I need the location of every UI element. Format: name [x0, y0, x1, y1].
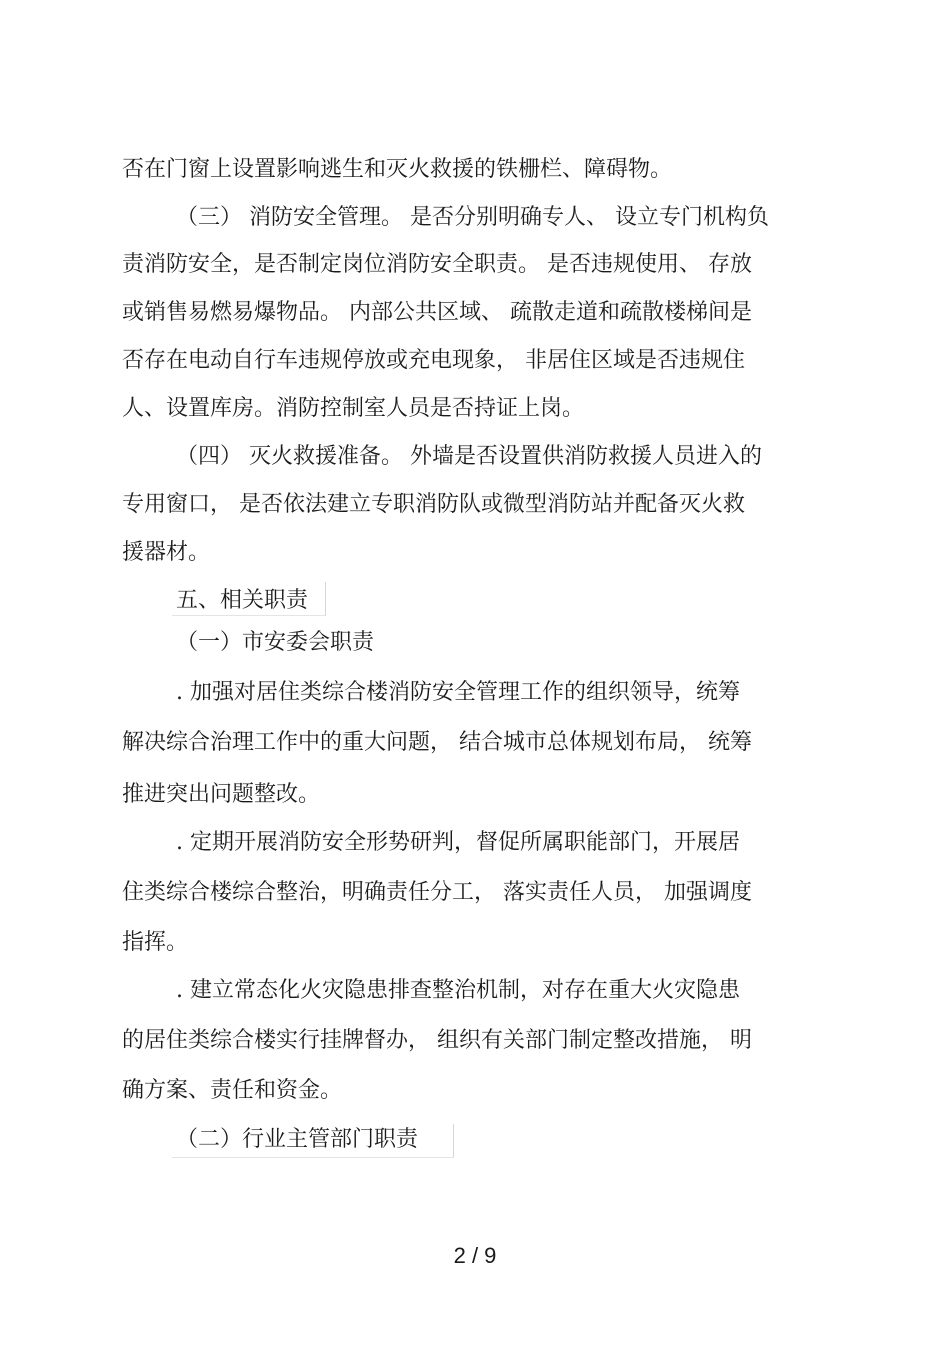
text-line: 指挥。 — [122, 930, 189, 955]
text-line: 否存在电动自行车违规停放或充电现象， 非居住区域是否违规住 — [122, 348, 745, 373]
text-line: 确方案、责任和资金。 — [122, 1078, 343, 1103]
section-heading: 五、相关职责 — [176, 588, 309, 613]
text-line: 援器材。 — [122, 540, 211, 565]
text-line: . 加强对居住类综合楼消防安全管理工作的组织领导，统筹 — [176, 680, 740, 705]
text-line: 的居住类综合楼实行挂牌督办， 组织有关部门制定整改措施， 明 — [122, 1028, 752, 1053]
text-line: （四） 灭火救援准备。 外墙是否设置供消防救援人员进入的 — [176, 444, 762, 469]
text-line: 解决综合治理工作中的重大问题， 结合城市总体规划布局， 统筹 — [122, 730, 752, 755]
text-line: . 定期开展消防安全形势研判，督促所属职能部门，开展居 — [176, 830, 740, 855]
subsection-heading: （二）行业主管部门职责 — [176, 1127, 419, 1152]
text-line: 责消防安全，是否制定岗位消防安全职责。 是否违规使用、 存放 — [122, 252, 752, 277]
text-line: 人、设置库房。消防控制室人员是否持证上岗。 — [122, 396, 585, 421]
text-line: . 建立常态化火灾隐患排查整治机制，对存在重大火灾隐患 — [176, 978, 740, 1003]
text-line: （三） 消防安全管理。 是否分别明确专人、 设立专门机构负 — [176, 205, 769, 230]
text-line: 专用窗口， 是否依法建立专职消防队或微型消防站并配备灭火救 — [122, 492, 745, 517]
text-line: 否在门窗上设置影响逃生和灭火救援的铁栅栏、障碍物。 — [122, 157, 673, 182]
text-line: 推进突出问题整改。 — [122, 782, 321, 807]
text-line: 或销售易燃易爆物品。 内部公共区域、 疏散走道和疏散楼梯间是 — [122, 300, 752, 325]
text-line: 住类综合楼综合整治，明确责任分工， 落实责任人员， 加强调度 — [122, 880, 752, 905]
subsection-heading: （一）市安委会职责 — [176, 630, 375, 655]
page-number: 2 / 9 — [453, 1243, 497, 1268]
